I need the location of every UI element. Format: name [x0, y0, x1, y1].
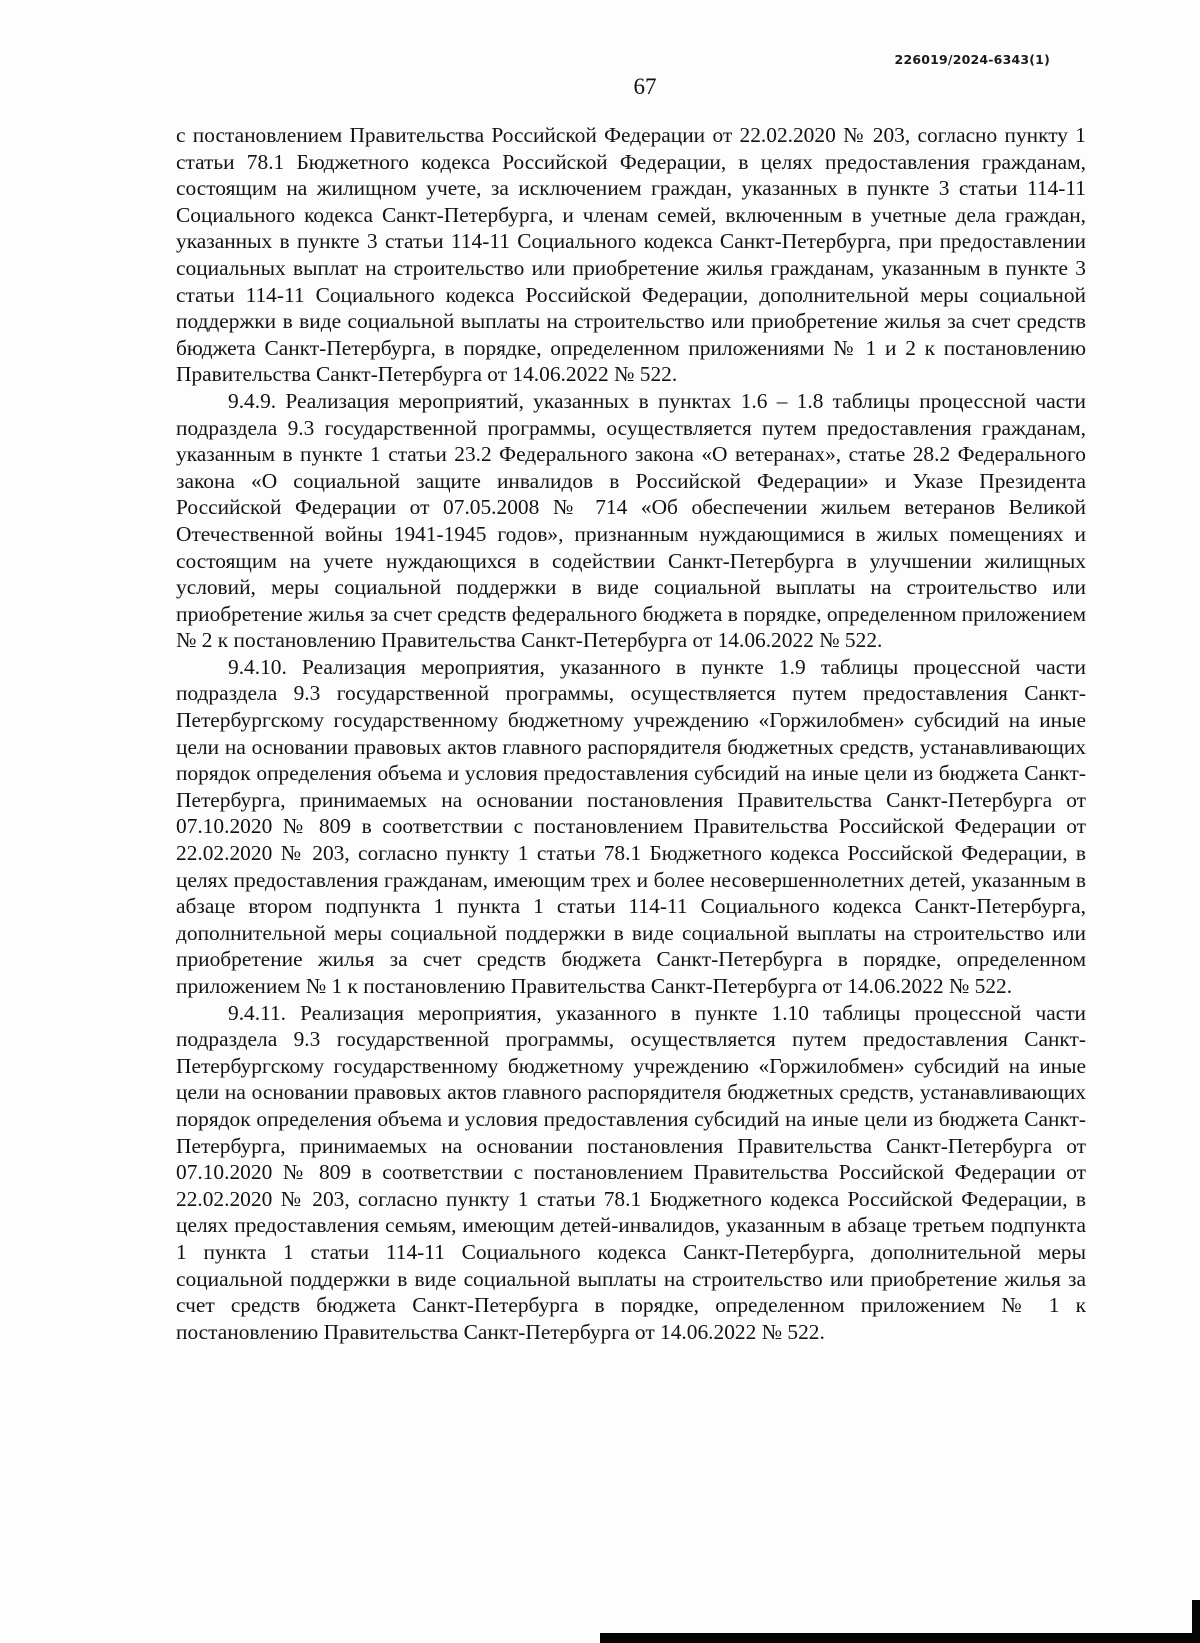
- document-registration-number: 226019/2024-6343(1): [894, 52, 1050, 67]
- scan-shadow-bottom: [600, 1633, 1200, 1643]
- paragraph-continuation: с постановлением Правительства Российской Федерации от 22.02.2020 № 203, согласно пункту 1 статьи 78.1 Бюджетного кодекса Российской Федерации, в целях предоставления гражданам, состоящим на жилищном учете, за исключением граждан, указанных в пункте 3 статьи 114-11 Социального кодекса Санкт-Петербурга, и членам семей, включенным в учетные дела граждан, указанных в пункте 3 статьи 114-11 Социального кодекса Санкт-Петербурга, при предоставлении социальных выплат на строительство или приобретение жилья гражданам, указанным в пункте 3 статьи 114-11 Социального кодекса Российской Федерации, дополнительной меры социальной поддержки в виде социальной выплаты на строительство или приобретение жилья за счет средств бюджета Санкт-Петербурга, в порядке, определенном приложениями № 1 и 2 к постановлению Правительства Санкт-Петербурга от 14.06.2022 № 522.: [176, 123, 1086, 387]
- paragraph-9-4-10: 9.4.10. Реализация мероприятия, указанного в пункте 1.9 таблицы процессной части подраздела 9.3 государственной программы, осуществляется путем предоставления Санкт-Петербургскому государственному бюджетному учреждению «Горжилобмен» субсидий на иные цели на основании правовых актов главного распорядителя бюджетных средств, устанавливающих порядок определения объема и условия предоставления субсидий на иные цели из бюджета Санкт-Петербурга, принимаемых на основании постановления Правительства Санкт-Петербурга от 07.10.2020 № 809 в соответствии с постановлением Правительства Российской Федерации от 22.02.2020 № 203, согласно пункту 1 статьи 78.1 Бюджетного кодекса Российской Федерации, в целях предоставления гражданам, имеющим трех и более несовершеннолетних детей, указанным в абзаце втором подпункта 1 пункта 1 статьи 114-11 Социального кодекса Санкт-Петербурга, дополнительной меры социальной поддержки в виде социальной выплаты на строительство или приобретение жилья за счет средств бюджета Санкт-Петербурга в порядке, определенном приложением № 1 к постановлению Правительства Санкт-Петербурга от 14.06.2022 № 522.: [176, 654, 1086, 998]
- paragraph-9-4-9: 9.4.9. Реализация мероприятий, указанных в пунктах 1.6 – 1.8 таблицы процессной части подраздела 9.3 государственной программы, осуществляется путем предоставления гражданам, указанным в пункте 1 статьи 23.2 Федерального закона «О ветеранах», статье 28.2 Федерального закона «О социальной защите инвалидов в Российской Федерации» и Указе Президента Российской Федерации от 07.05.2008 № 714 «Об обеспечении жильем ветеранов Великой Отечественной войны 1941-1945 годов», признанным нуждающимися в жилых помещениях и состоящим на учете нуждающихся в содействии Санкт-Петербурга в улучшении жилищных условий, меры социальной поддержки в виде социальной выплаты на строительство или приобретение жилья за счет средств федерального бюджета в порядке, определенном приложением № 2 к постановлению Правительства Санкт-Петербурга от 14.06.2022 № 522.: [176, 388, 1086, 653]
- page-number: 67: [633, 74, 657, 99]
- document-body: [176, 122, 1086, 1345]
- paragraph-9-4-11: 9.4.11. Реализация мероприятия, указанного в пункте 1.10 таблицы процессной части подраздела 9.3 государственной программы, осуществляется путем предоставления Санкт-Петербургскому государственному бюджетному учреждению «Горжилобмен» субсидий на иные цели на основании правовых актов главного распорядителя бюджетных средств, устанавливающих порядок определения объема и условия предоставления субсидий на иные цели из бюджета Санкт-Петербурга, принимаемых на основании постановления Правительства Санкт-Петербурга от 07.10.2020 № 809 в соответствии с постановлением Правительства Российской Федерации от 22.02.2020 № 203, согласно пункту 1 статьи 78.1 Бюджетного кодекса Российской Федерации, в целях предоставления семьям, имеющим детей-инвалидов, указанным в абзаце третьем подпункта 1 пункта 1 статьи 114-11 Социального кодекса Санкт-Петербурга, дополнительной меры социальной поддержки в виде социальной выплаты на строительство или приобретение жилья за счет средств бюджета Санкт-Петербурга в порядке, определенном приложением № 1 к постановлению Правительства Санкт-Петербурга от 14.06.2022 № 522.: [176, 1000, 1086, 1344]
- scan-shadow-right: [1192, 1600, 1200, 1643]
